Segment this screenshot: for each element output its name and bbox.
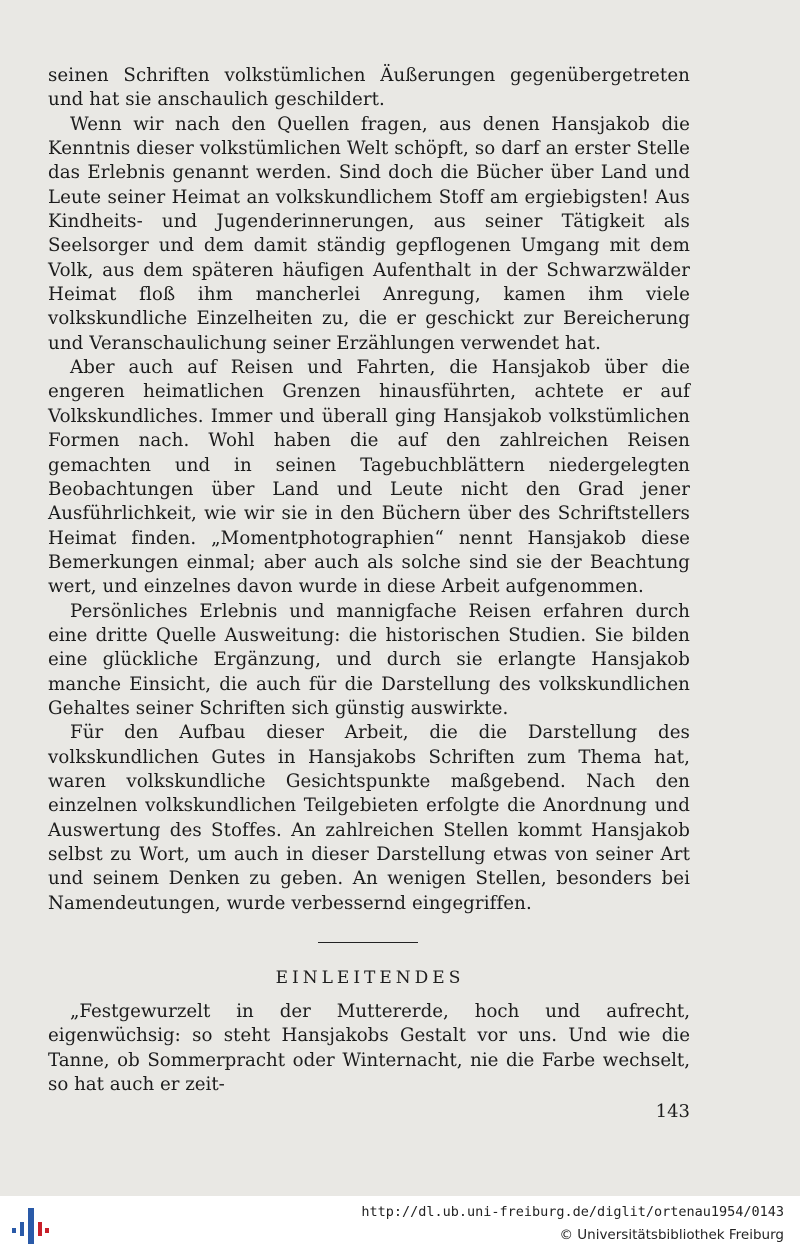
paragraph: Persönliches Erlebnis und mannigfache Reisen erfahren durch eine dritte Quelle Ausweitung: die historischen Studien. Sie bilden eine glückliche Ergänzung, und durch sie erlangte Hansjakob manche Einsicht, die auch für die Darstellung des volkskundlichen Gehaltes seiner Schriften sich günstig auswirkte. <box>48 600 690 719</box>
section-divider <box>318 942 418 943</box>
body-text <box>48 64 690 916</box>
paragraph: Wenn wir nach den Quellen fragen, aus denen Hansjakob die Kenntnis dieser volkstümlichen Welt schöpft, so darf an erster Stelle das Erlebnis genannt werden. Sind doch die Bücher über Land und Leute seiner Heimat an volkskundlichem Stoff am ergiebigsten! Aus Kindheits- und Jugenderinnerungen, aus seiner Tätigkeit als Seelsorger und dem damit ständig gepflogenen Umgang mit dem Volk, aus dem späteren häufigen Aufenthalt in der Schwarzwälder Heimat floß ihm mancherlei Anregung, kamen ihm viele volkskundliche Einzelheiten zu, die er geschickt zur Bereicherung und Veranschaulichung seiner Erzählungen verwendet hat. <box>48 113 690 354</box>
footer-bar <box>0 1196 800 1253</box>
paragraph: Aber auch auf Reisen und Fahrten, die Hansjakob über die engeren heimatlichen Grenzen hinausführten, achtete er auf Volkskundliches. Immer und überall ging Hansjakob volkstümlichen Formen nach. Wohl haben die auf den zahlreichen Reisen gemachten und in seinen Tagebuchblättern niedergelegten Beobachtungen über Land und Leute nicht den Grad jener Ausführlichkeit, wie wir sie in den Büchern über des Schriftstellers Heimat finden. „Momentphotographien“ nennt Hansjakob diese Bemerkungen einmal; aber auch als solche sind sie der Beachtung wert, und einzelnes davon wurde in diese Arbeit aufgenommen. <box>48 357 690 598</box>
copyright-notice: © Universitätsbibliothek Freiburg <box>559 1227 784 1243</box>
paragraph: „Festgewurzelt in der Muttererde, hoch und aufrecht, eigenwüchsig: so steht Hansjakobs Gestalt vor uns. Und wie die Tanne, ob Sommerpracht oder Winternacht, nie die Farbe wechselt, so hat auch er zeit- <box>48 1001 690 1096</box>
section-heading: EINLEITENDES <box>275 968 465 988</box>
source-url-link[interactable]: http://dl.ub.uni-freiburg.de/diglit/ortenau1954/0143 <box>361 1204 784 1220</box>
paragraph: seinen Schriften volkstümlichen Äußerungen gegenübergetreten und hat sie anschaulich geschildert. <box>48 65 690 111</box>
ub-freiburg-logo-icon <box>10 1206 50 1246</box>
section-body-text <box>48 1000 690 1097</box>
paragraph: Für den Aufbau dieser Arbeit, die die Darstellung des volkskundlichen Gutes in Hansjakobs Schriften zum Thema hat, waren volkskundliche Gesichtspunkte maßgebend. Nach den einzelnen volkskundlichen Teilgebieten erfolgte die Anordnung und Auswertung des Stoffes. An zahlreichen Stellen kommt Hansjakob selbst zu Wort, um auch in dieser Darstellung etwas von seiner Art und seinem Denken zu geben. An wenigen Stellen, besonders bei Namendeutungen, wurde verbessernd eingegriffen. <box>48 722 690 914</box>
page-number: 143 <box>655 1101 690 1122</box>
